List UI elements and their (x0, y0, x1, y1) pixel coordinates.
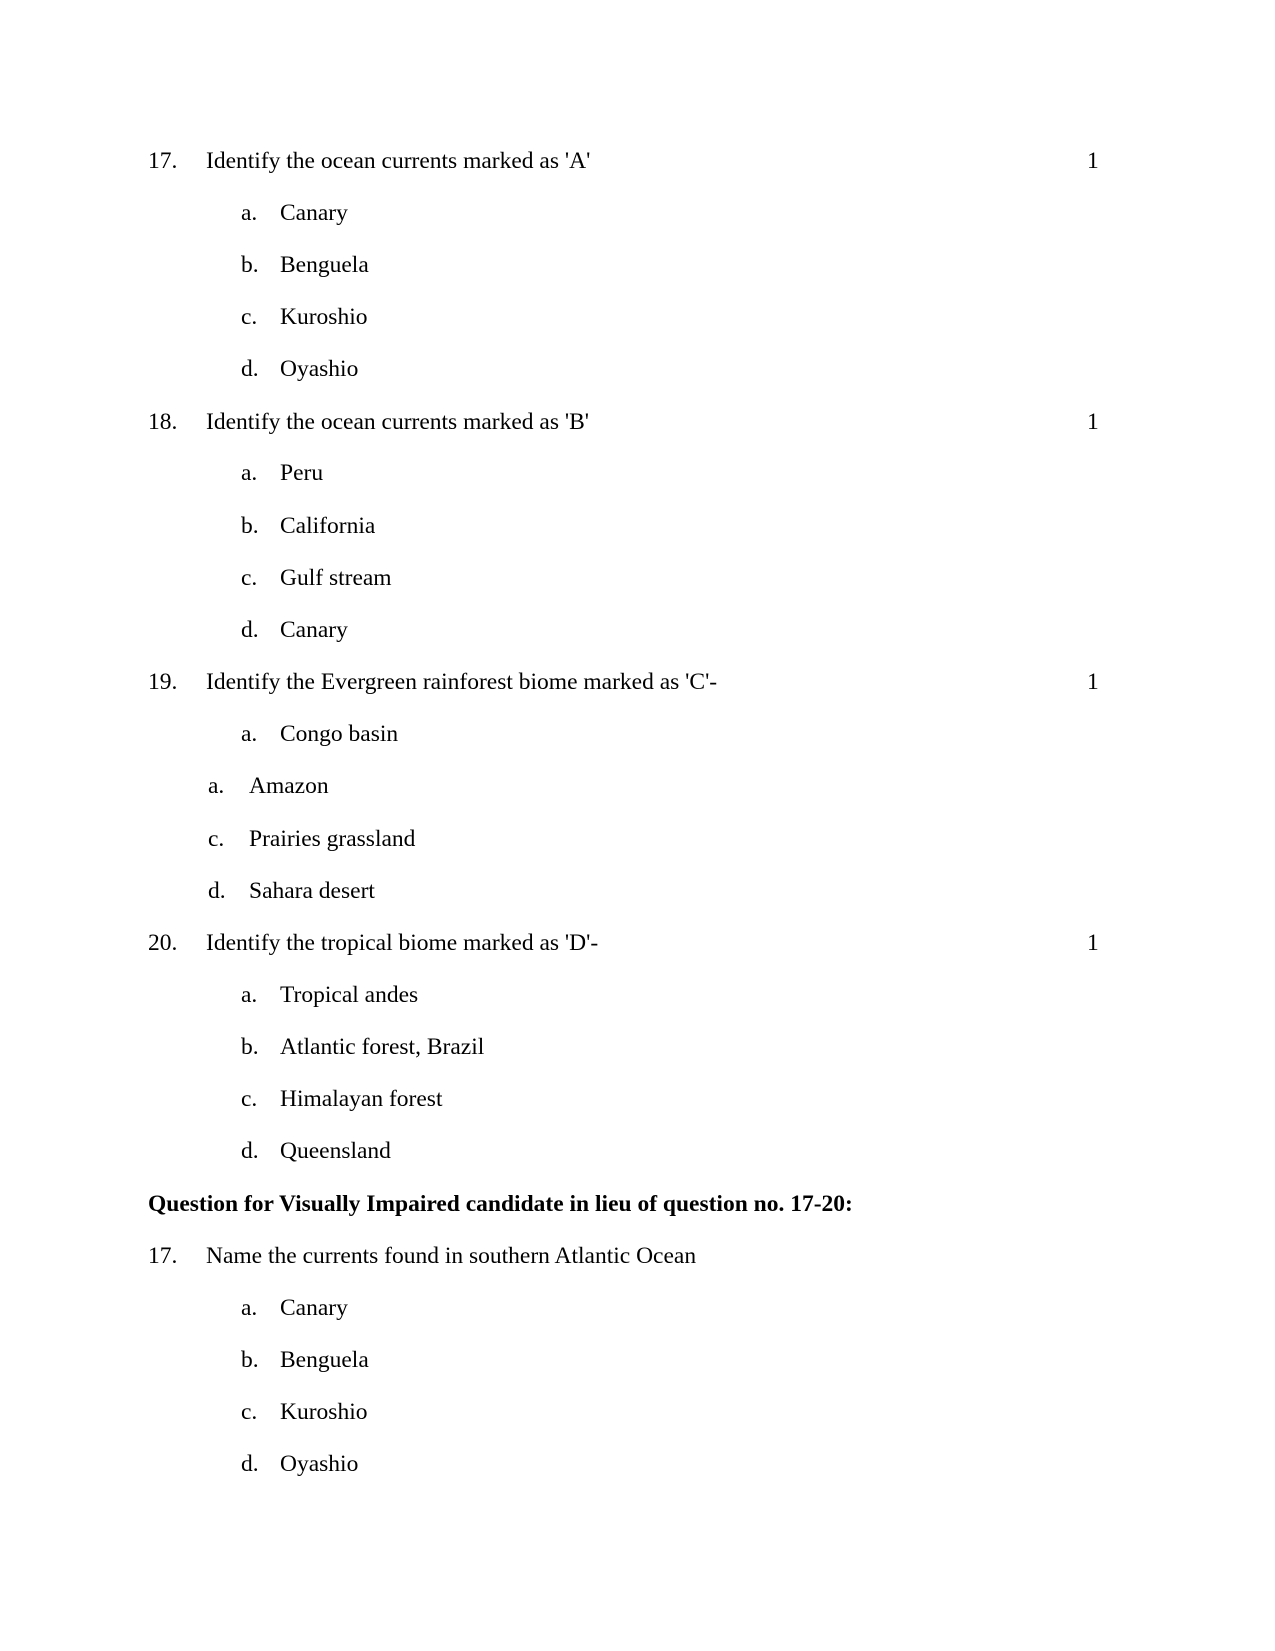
option-text: Kuroshio (280, 1399, 368, 1425)
question-number: 19. (148, 669, 178, 695)
option-letter: b. (241, 1347, 259, 1373)
option-text: Tropical andes (280, 982, 419, 1008)
question-marks: 1 (1087, 669, 1099, 695)
option-letter: a. (241, 460, 258, 486)
option-text: Peru (280, 460, 324, 486)
option-text: Sahara desert (249, 878, 375, 904)
option-letter: a. (241, 721, 258, 747)
option-text: Canary (280, 1295, 348, 1321)
option-letter: a. (208, 773, 225, 799)
option-letter: c. (241, 1399, 258, 1425)
option-text: Queensland (280, 1138, 391, 1164)
option-text: Congo basin (280, 721, 399, 747)
option-text: Oyashio (280, 1451, 359, 1477)
option-text: Oyashio (280, 356, 359, 382)
option-text: Prairies grassland (249, 826, 416, 852)
option-letter: b. (241, 513, 259, 539)
option-text: Amazon (249, 773, 329, 799)
question-text: Identify the ocean currents marked as 'A' (206, 148, 591, 174)
vi-heading: Question for Visually Impaired candidate in lieu of question no. 17-20: (148, 1191, 853, 1217)
option-text: Gulf stream (280, 565, 392, 591)
option-letter: a. (241, 1295, 258, 1321)
question-text: Identify the tropical biome marked as 'D'- (206, 930, 599, 956)
question-text: Identify the ocean currents marked as 'B' (206, 409, 590, 435)
option-text: Canary (280, 200, 348, 226)
option-letter: d. (241, 1138, 259, 1164)
option-letter: d. (241, 1451, 259, 1477)
option-letter: b. (241, 252, 259, 278)
option-text: Kuroshio (280, 304, 368, 330)
option-letter: b. (241, 1034, 259, 1060)
question-number: 18. (148, 409, 178, 435)
question-number: 17. (148, 1243, 178, 1269)
option-letter: c. (241, 1086, 258, 1112)
option-text: Atlantic forest, Brazil (280, 1034, 485, 1060)
option-letter: d. (241, 617, 259, 643)
option-text: Benguela (280, 1347, 369, 1373)
question-marks: 1 (1087, 930, 1099, 956)
option-text: Benguela (280, 252, 369, 278)
question-text: Identify the Evergreen rainforest biome marked as 'C'- (206, 669, 718, 695)
question-number: 20. (148, 930, 178, 956)
question-marks: 1 (1087, 409, 1099, 435)
option-letter: c. (208, 826, 225, 852)
question-number: 17. (148, 148, 178, 174)
question-text: Name the currents found in southern Atlantic Ocean (206, 1243, 697, 1269)
option-letter: c. (241, 565, 258, 591)
question-marks: 1 (1087, 148, 1099, 174)
option-letter: c. (241, 304, 258, 330)
option-letter: a. (241, 200, 258, 226)
option-letter: d. (208, 878, 226, 904)
option-text: California (280, 513, 376, 539)
option-text: Himalayan forest (280, 1086, 443, 1112)
option-letter: d. (241, 356, 259, 382)
option-letter: a. (241, 982, 258, 1008)
option-text: Canary (280, 617, 348, 643)
